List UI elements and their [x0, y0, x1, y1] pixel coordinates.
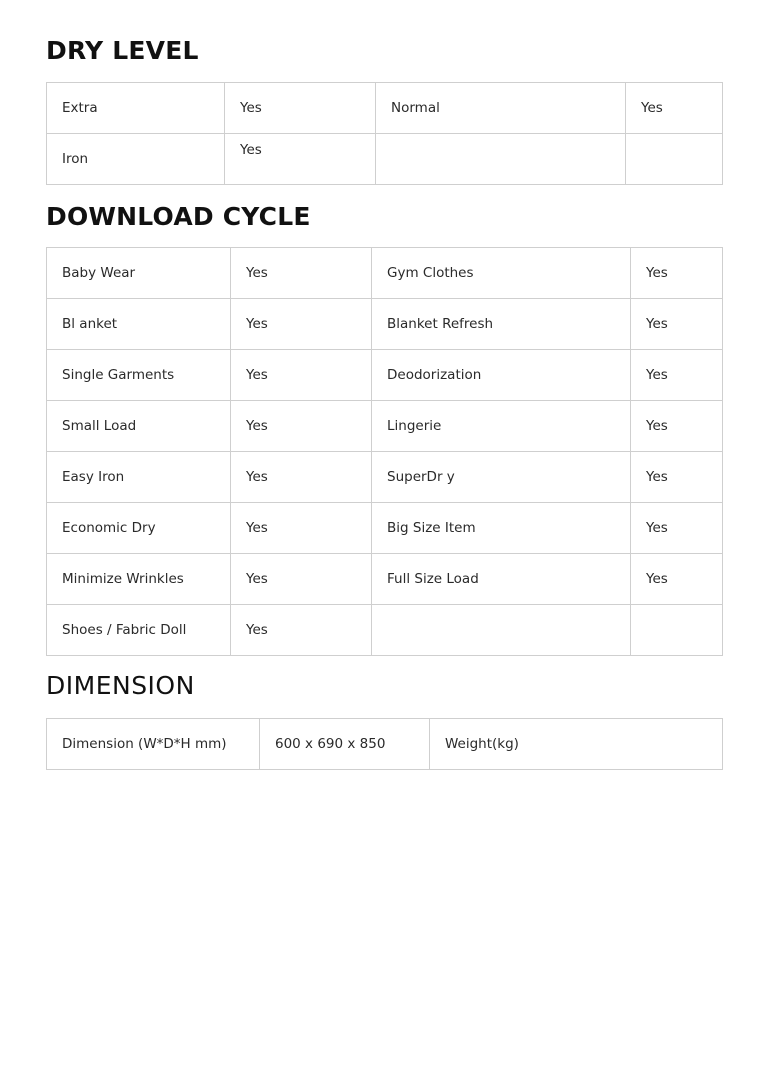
- cycle-value: Yes: [631, 299, 723, 350]
- dimension-label: Dimension (W*D*H mm): [47, 719, 260, 770]
- download-cycle-table: [46, 247, 723, 656]
- cycle-name: Full Size Load: [372, 554, 631, 605]
- cycle-value: Yes: [631, 350, 723, 401]
- dimension-table: [46, 718, 723, 770]
- cycle-name: Deodorization: [372, 350, 631, 401]
- table-row: [47, 719, 723, 770]
- cycle-value: Yes: [631, 401, 723, 452]
- empty-cell: [376, 134, 626, 185]
- cycle-name: SuperDr y: [372, 452, 631, 503]
- dimension-value: 600 x 690 x 850: [260, 719, 430, 770]
- cycle-name: Small Load: [47, 401, 231, 452]
- cycle-value: Yes: [231, 401, 372, 452]
- cycle-name: Single Garments: [47, 350, 231, 401]
- option-name: Normal: [376, 83, 626, 134]
- table-row: [47, 554, 723, 605]
- empty-cell: [626, 134, 723, 185]
- option-name: Extra: [47, 83, 225, 134]
- cycle-name: Bl anket: [47, 299, 231, 350]
- cycle-name: Baby Wear: [47, 248, 231, 299]
- option-value: Yes: [225, 134, 376, 185]
- cycle-value: Yes: [231, 299, 372, 350]
- cycle-name: Blanket Refresh: [372, 299, 631, 350]
- table-row: [47, 248, 723, 299]
- cycle-name: Minimize Wrinkles: [47, 554, 231, 605]
- table-row: [47, 350, 723, 401]
- cycle-name: Lingerie: [372, 401, 631, 452]
- cycle-value: Yes: [231, 554, 372, 605]
- empty-cell: [372, 605, 631, 656]
- table-row: [47, 605, 723, 656]
- cycle-value: Yes: [631, 452, 723, 503]
- table-row: [47, 299, 723, 350]
- cycle-value: Yes: [231, 350, 372, 401]
- section-title-dimension: DIMENSION: [46, 671, 195, 700]
- cycle-name: Easy Iron: [47, 452, 231, 503]
- empty-cell: [631, 605, 723, 656]
- cycle-name: Gym Clothes: [372, 248, 631, 299]
- dry-level-table: [46, 82, 723, 185]
- option-value: Yes: [626, 83, 723, 134]
- cycle-name: Shoes / Fabric Doll: [47, 605, 231, 656]
- cycle-name: Big Size Item: [372, 503, 631, 554]
- cycle-value: Yes: [231, 452, 372, 503]
- table-row: [47, 503, 723, 554]
- cycle-value: Yes: [231, 503, 372, 554]
- cycle-value: Yes: [631, 503, 723, 554]
- table-row: [47, 401, 723, 452]
- cycle-value: Yes: [231, 248, 372, 299]
- cycle-value: Yes: [231, 605, 372, 656]
- table-row: [47, 83, 723, 134]
- option-name: Iron: [47, 134, 225, 185]
- section-title-dry-level: DRY LEVEL: [46, 36, 199, 65]
- section-title-download-cycle: DOWNLOAD CYCLE: [46, 202, 311, 231]
- cycle-value: Yes: [631, 248, 723, 299]
- cycle-name: Economic Dry: [47, 503, 231, 554]
- table-row: [47, 452, 723, 503]
- weight-label: Weight(kg): [430, 719, 723, 770]
- option-value: Yes: [225, 83, 376, 134]
- cycle-value: Yes: [631, 554, 723, 605]
- table-row: [47, 134, 723, 185]
